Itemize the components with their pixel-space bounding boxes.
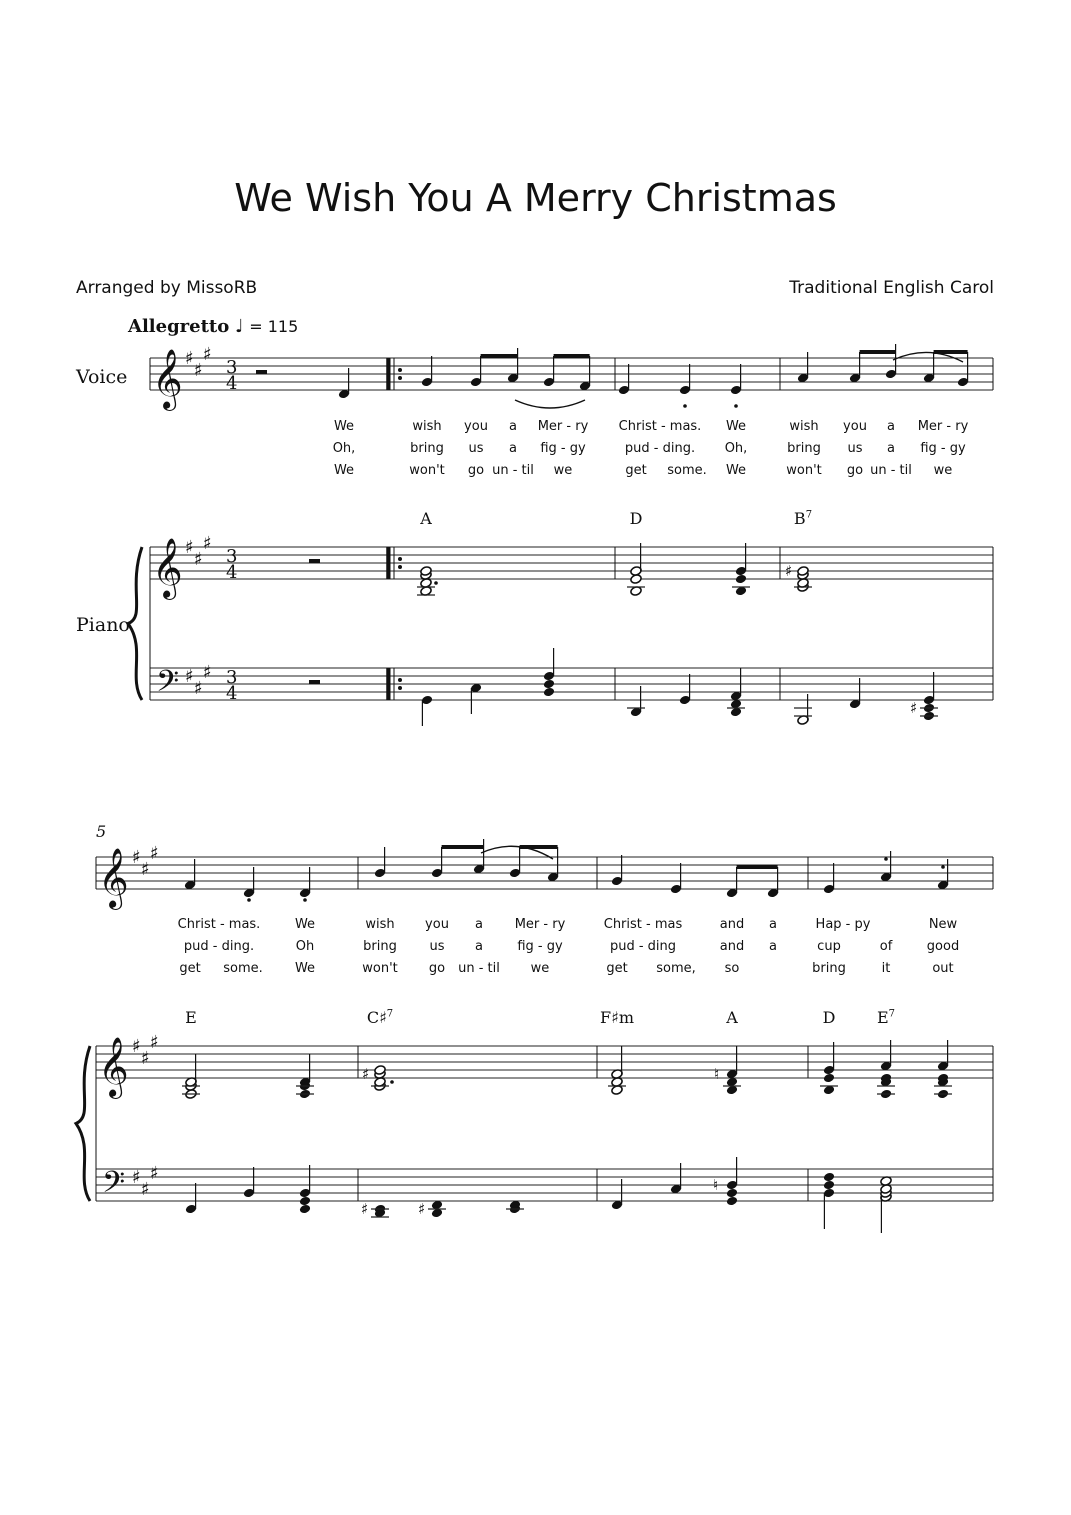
- tempo-bpm: = 115: [249, 317, 299, 336]
- accidental-sharp: ♯: [910, 699, 918, 717]
- notehead: [726, 1188, 738, 1199]
- system1-lyric-syllable: a: [887, 441, 895, 456]
- treble-clef-icon: 𝄞: [98, 1037, 129, 1097]
- system1-lyric-syllable: we: [553, 463, 573, 478]
- system2-lyric-syllable: and: [719, 917, 745, 932]
- repeat-dot: [398, 557, 402, 561]
- system2-lyric-syllable: Christ - mas: [603, 917, 683, 932]
- system2-lyric-syllable: us: [429, 939, 445, 954]
- system1-lyric-syllable: bring: [410, 441, 444, 456]
- voice-label: Voice: [76, 366, 128, 388]
- system2-lyric-syllable: un - til: [458, 961, 500, 976]
- system1-lyric-syllable: a: [887, 419, 895, 434]
- system2-lyric-syllable: get: [179, 961, 201, 976]
- piano-brace: [76, 1046, 90, 1201]
- chord-symbol-d: D: [629, 509, 643, 528]
- quarter-note-icon: ♩: [234, 316, 244, 337]
- chord-symbol-a: A: [726, 1008, 738, 1027]
- system2-lyric-syllable: you: [425, 917, 449, 932]
- chord-root: E: [876, 1008, 889, 1027]
- voice-key-sharp: ♯: [194, 360, 203, 381]
- piano-brace: [128, 547, 142, 700]
- piano-treble-key-sharp: ♯: [141, 1048, 150, 1069]
- measure-number: 5: [96, 822, 107, 841]
- system2-lyric-syllable: We: [294, 961, 316, 976]
- chord-extension: 7: [805, 509, 813, 521]
- augmentation-dot: [434, 581, 438, 585]
- system1-lyric-syllable: go: [467, 463, 485, 478]
- notehead: [823, 1172, 835, 1183]
- notehead: [543, 679, 555, 690]
- piano-label: Piano: [76, 614, 130, 636]
- chord-root: B: [793, 509, 806, 528]
- system1-lyric-syllable: fig - gy: [920, 441, 966, 456]
- system1-lyric-syllable: go: [846, 463, 864, 478]
- time-signature-bottom: 4: [226, 683, 238, 704]
- staccato-dot: [941, 865, 945, 869]
- system1-lyric-syllable: won't: [409, 463, 445, 478]
- system1-lyric-syllable: a: [509, 419, 517, 434]
- system2-lyric-syllable: won't: [362, 961, 398, 976]
- chord-symbol-e: E: [185, 1008, 197, 1027]
- time-signature-bottom: 4: [226, 562, 238, 583]
- piano-bass-key-sharp: ♯: [141, 1179, 150, 1200]
- accidental-sharp: ♯: [785, 562, 793, 580]
- accidental-sharp: ♯: [361, 1200, 369, 1218]
- chord-extension: 7: [386, 1008, 394, 1020]
- augmentation-dot: [390, 1080, 394, 1084]
- system2-lyric-syllable: some,: [656, 961, 696, 976]
- system1-lyric-syllable: We: [333, 419, 355, 434]
- system2-lyric-syllable: bring: [363, 939, 397, 954]
- system1-lyric-syllable: some.: [667, 463, 707, 478]
- system1-lyric-syllable: fig - gy: [540, 441, 586, 456]
- half-rest-icon: [309, 680, 320, 684]
- half-rest-icon: [256, 370, 267, 374]
- system1-lyric-syllable: a: [509, 441, 517, 456]
- system2-lyric-syllable: some.: [223, 961, 263, 976]
- system2-lyric-syllable: cup: [817, 939, 841, 954]
- chord-root: C♯: [366, 1008, 387, 1027]
- notehead: [823, 1073, 835, 1084]
- system1-lyric-syllable: us: [847, 441, 863, 456]
- system2-lyric-syllable: get: [606, 961, 628, 976]
- system2-lyric-syllable: a: [475, 939, 483, 954]
- treble-clef-icon: 𝄞: [152, 538, 183, 598]
- voice-key-sharp: ♯: [185, 348, 194, 369]
- system2-lyric-syllable: Christ - mas.: [177, 917, 261, 932]
- notehead: [299, 1196, 311, 1207]
- page-title: We Wish You A Merry Christmas: [234, 176, 837, 220]
- time-signature-bottom: 4: [226, 373, 238, 394]
- notehead: [726, 1196, 738, 1207]
- half-rest-icon: [309, 559, 320, 563]
- accidental-sharp: ♯: [362, 1065, 370, 1083]
- repeat-dot: [398, 565, 402, 569]
- notehead: [823, 1180, 835, 1191]
- system2-lyric-syllable: a: [769, 939, 777, 954]
- system1-lyric-syllable: We: [333, 463, 355, 478]
- voice-key-sharp: ♯: [132, 847, 141, 868]
- piano-treble-key-sharp: ♯: [150, 1032, 159, 1053]
- voice-key-sharp: ♯: [141, 859, 150, 880]
- repeat-dot: [398, 376, 402, 380]
- system1-lyric-syllable: wish: [789, 419, 819, 434]
- piano-bass-key-sharp: ♯: [194, 678, 203, 699]
- system1-lyric-syllable: Oh,: [724, 441, 748, 456]
- system1-lyric-syllable: pud - ding.: [624, 441, 696, 456]
- notehead: [543, 687, 555, 698]
- system1-lyric-syllable: bring: [787, 441, 821, 456]
- piano-bass-key-sharp: ♯: [150, 1163, 159, 1184]
- piano-treble-key-sharp: ♯: [194, 549, 203, 570]
- system2-lyric-syllable: good: [926, 939, 960, 954]
- chord-symbol-a: A: [420, 509, 432, 528]
- system2-lyric-syllable: go: [428, 961, 446, 976]
- piano-bass-key-sharp: ♯: [132, 1167, 141, 1188]
- piano-treble-key-sharp: ♯: [203, 533, 212, 554]
- system2-lyric-syllable: Hap - py: [815, 917, 871, 932]
- arranger-credit: Arranged by MissoRB: [76, 278, 258, 298]
- system1-lyric-syllable: wish: [412, 419, 442, 434]
- chord-symbol-fsm: F♯m: [599, 1008, 635, 1027]
- time-signature-top: 3: [226, 357, 238, 378]
- system1-lyric-syllable: un - til: [870, 463, 912, 478]
- system1-lyric-syllable: Oh,: [332, 441, 356, 456]
- system2-lyric-syllable: pud - ding.: [183, 939, 255, 954]
- system2-lyric-syllable: and: [719, 939, 745, 954]
- system1-lyric-syllable: you: [843, 419, 867, 434]
- staccato-dot: [683, 404, 687, 408]
- accidental-natural: ♮: [714, 1065, 720, 1083]
- notehead: [299, 1204, 311, 1215]
- piano-bass-key-sharp: ♯: [185, 666, 194, 687]
- system2-lyric-syllable: out: [932, 961, 954, 976]
- notehead: [735, 574, 747, 585]
- system1-lyric-syllable: get: [625, 463, 647, 478]
- bass-clef-icon: 𝄢: [102, 1166, 126, 1207]
- system1-lyric-syllable: Mer - ry: [537, 419, 589, 434]
- system1-lyric-syllable: un - til: [492, 463, 534, 478]
- system2-lyric-syllable: pud - ding: [609, 939, 677, 954]
- tempo-text: Allegretto: [128, 316, 230, 337]
- system2-lyric-syllable: Mer - ry: [514, 917, 566, 932]
- system2-lyric-syllable: wish: [365, 917, 395, 932]
- system2-lyric-syllable: it: [881, 961, 891, 976]
- slur: [515, 400, 585, 408]
- system1-lyric-syllable: Mer - ry: [917, 419, 969, 434]
- staccato-dot: [734, 404, 738, 408]
- piano-bass-key-sharp: ♯: [203, 662, 212, 683]
- system2-lyric-syllable: Oh: [295, 939, 315, 954]
- treble-clef-icon: 𝄞: [98, 848, 129, 908]
- chord-symbol-d: D: [822, 1008, 836, 1027]
- system1-lyric-syllable: won't: [786, 463, 822, 478]
- bass-clef-icon: 𝄢: [156, 665, 180, 706]
- piano-treble-key-sharp: ♯: [132, 1036, 141, 1057]
- system2-lyric-syllable: a: [769, 917, 777, 932]
- composer-credit: Traditional English Carol: [789, 278, 994, 298]
- chord-extension: 7: [888, 1008, 896, 1020]
- system2-lyric-syllable: We: [294, 917, 316, 932]
- staccato-dot: [303, 898, 307, 902]
- staccato-dot: [247, 898, 251, 902]
- system1-lyric-syllable: We: [725, 463, 747, 478]
- system1-lyric-syllable: Christ - mas.: [618, 419, 702, 434]
- accidental-natural: ♮: [713, 1176, 719, 1194]
- system2-lyric-syllable: fig - gy: [517, 939, 563, 954]
- treble-clef-icon: 𝄞: [152, 349, 183, 409]
- staccato-dot: [884, 857, 888, 861]
- system1-lyric-syllable: you: [464, 419, 488, 434]
- time-signature-top: 3: [226, 546, 238, 567]
- voice-key-sharp: ♯: [150, 843, 159, 864]
- accidental-sharp: ♯: [418, 1200, 426, 1218]
- system2-lyric-syllable: we: [530, 961, 550, 976]
- system2-lyric-syllable: a: [475, 917, 483, 932]
- system1-lyric-syllable: We: [725, 419, 747, 434]
- system1-lyric-syllable: us: [468, 441, 484, 456]
- repeat-dot: [398, 686, 402, 690]
- system2-lyric-syllable: New: [928, 917, 958, 932]
- piano-treble-key-sharp: ♯: [185, 537, 194, 558]
- system2-lyric-syllable: of: [879, 939, 893, 954]
- time-signature-top: 3: [226, 667, 238, 688]
- system2-lyric-syllable: so: [724, 961, 740, 976]
- voice-key-sharp: ♯: [203, 344, 212, 365]
- repeat-dot: [398, 678, 402, 682]
- system1-lyric-syllable: we: [933, 463, 953, 478]
- repeat-dot: [398, 368, 402, 372]
- system2-lyric-syllable: bring: [812, 961, 846, 976]
